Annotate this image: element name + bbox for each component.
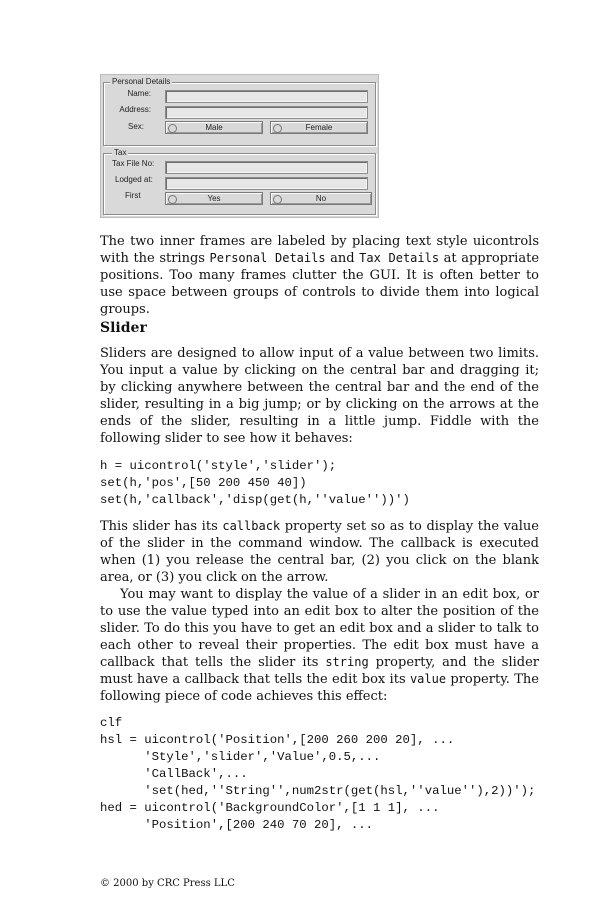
copyright-footer: © 2000 by CRC Press LLC — [100, 878, 235, 889]
code-block-edit-slider: clf hsl = uicontrol('Position',[200 260 200 20], ... 'Style','slider','Value',0.5,... 'CallBack',... 'set(hed,''String'',num2str(get(hsl,''value''),2))'); hed = uicontrol('BackgroundColor',[1 1 1], ... 'Position',[200 240 70 20], ... — [100, 716, 536, 832]
paragraph-edit-box — [100, 586, 539, 705]
p3-code-callback: callback — [222, 519, 281, 533]
lodged-field[interactable] — [165, 177, 368, 190]
p4-code-string: string — [325, 655, 369, 669]
sex-label: Sex: — [127, 122, 144, 131]
no-radio-label: No — [315, 194, 327, 203]
p1-code-personal-details: Personal Details — [209, 251, 326, 265]
section-heading-slider: Slider — [100, 320, 147, 336]
male-radio-label: Male — [205, 123, 223, 132]
p1-text-2: and — [325, 251, 360, 266]
paragraph-frames — [100, 233, 539, 318]
p4-text-3: property. The following piece of code achieves this effect: — [100, 672, 539, 704]
p4-code-value: value — [409, 672, 447, 686]
p4-text-2: property, and the slider must have a callback that tells the edit box its — [100, 655, 540, 687]
tax-file-field[interactable] — [165, 161, 368, 174]
no-radio[interactable] — [270, 192, 372, 205]
address-field[interactable] — [165, 106, 368, 119]
female-radio[interactable] — [270, 121, 368, 134]
p3-text-1: This slider has its — [100, 519, 223, 534]
code-block-slider: h = uicontrol('style','slider'); set(h,'pos',[50 200 450 40]) set(h,'callback','disp(get(h,''value''))') — [100, 459, 410, 507]
paragraph-callback — [100, 518, 539, 586]
p1-text-3: at appropriate positions. Too many frames clutter the GUI. It is often better to use space between groups of controls to divide them into logical groups. — [100, 251, 540, 317]
name-field[interactable] — [165, 90, 368, 103]
p4-text-1: You may want to display the value of a slider in an edit box, or to use the value typed into an edit box to alter the position of the slider. To do this you have to get an edit box and a slider to talk to each other to reveal their properties. The edit box must have a callback that tells the slider its — [100, 587, 539, 670]
tax-frame-title: Tax — [114, 148, 127, 157]
p1-code-tax-details: Tax Details — [359, 251, 440, 265]
yes-radio-label: Yes — [207, 194, 221, 203]
name-label: Name: — [127, 89, 151, 98]
first-label: First — [125, 191, 141, 200]
paragraph-slider-intro: Sliders are designed to allow input of a value between two limits. You input a value by clicking on the central bar and dragging it; by clicking anywhere between the central bar and the end of the slider, resulting in a big jump; or by clicking on the arrows at the ends of the slider, resulting in a little jump. Fiddle with the following slider to see how it behaves: — [100, 346, 539, 446]
lodged-label: Lodged at: — [115, 175, 153, 184]
yes-radio[interactable] — [165, 192, 263, 205]
tax-file-label: Tax File No: — [112, 159, 155, 168]
personal-details-title: Personal Details — [112, 77, 171, 86]
p1-text-1: The two inner frames are labeled by placing text style uicontrols with the strings — [100, 234, 539, 266]
gui-figure — [100, 74, 379, 218]
p3-text-2: property set so as to display the value of the slider in the command window. The callback is executed when (1) you release the central bar, (2) you click on the blank area, or (3) you click on the arrow. — [100, 519, 539, 585]
male-radio[interactable] — [165, 121, 263, 134]
address-label: Address: — [119, 105, 151, 114]
female-radio-label: Female — [305, 123, 333, 132]
